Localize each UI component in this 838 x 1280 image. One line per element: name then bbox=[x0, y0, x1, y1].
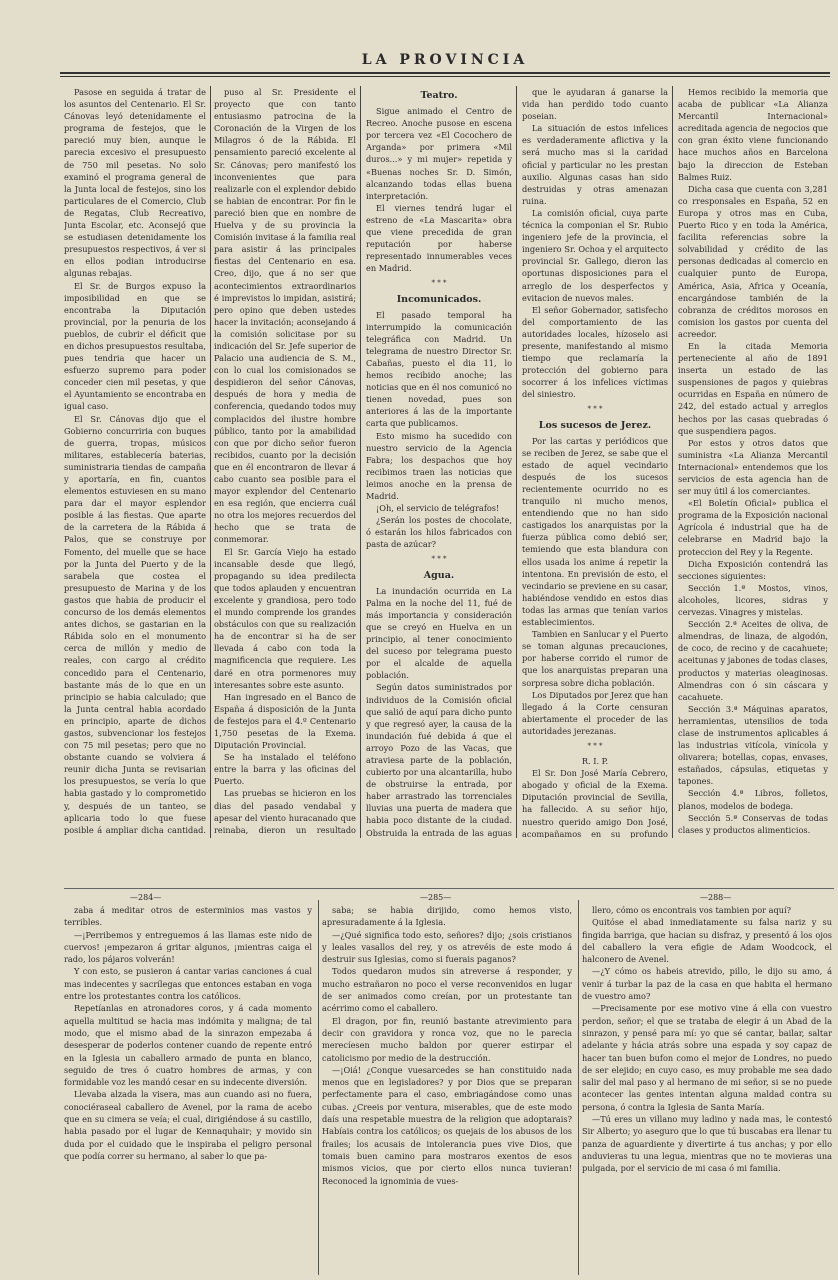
separator-stars: * * * bbox=[431, 555, 447, 564]
paragraph: Sección 2.ª Aceites de oliva, de almendras, de linaza, de algodón, de coco, de recino y de cacahuete; aceitunas y jabones de todas clases, productos y materias oleaginosas. Almendras con ó sin cáscara y cacahuete. bbox=[678, 619, 828, 702]
paragraph: En la citada Memoria perteneciente al año de 1891 inserta un estado de las suspensiones de pagos y quiebras ocurridas en España en número de 242, del estado actual y arreglos hechos por las casas quebradas ó que suspendiera pagos. bbox=[678, 340, 828, 436]
column-5 bbox=[678, 86, 828, 838]
paragraph: Por estos y otros datos que suministra «La Alianza Mercantil Internacional» entendemos que los servicios de esta agencia han de ser muy útil á los comerciantes. bbox=[678, 437, 828, 497]
column-divider bbox=[578, 900, 579, 1275]
paragraph: que le ayudaran á ganarse la vida han perdido todo cuanto poseian. bbox=[522, 87, 668, 122]
paragraph: Sección 5.ª Conservas de todas clases y productos alimenticios. bbox=[678, 812, 828, 835]
column-1 bbox=[64, 86, 206, 838]
serial-page-288 bbox=[582, 904, 832, 1274]
paragraph: Dicha casa que cuenta con 3,281 co rresponsales en España, 52 en Europa y otros mas en Cuba, Puerto Rico y en toda la América, facilita referencias sobre la solvabilidad y crédito de las personas dedicadas al comercio en cualquier punto de Europa, América, Asia, Africa y Oceanía, encargándose también de la cobranza de créditos morosos en comision los gastos por cuenta del acreedor. bbox=[678, 183, 828, 339]
heading-incomunicados: Incomunicados. bbox=[396, 293, 482, 305]
paragraph: Tambien en Sanlucar y el Puerto se toman algunas precauciones, por haberse corrido el rumor de que los anarquistas preparan una sorpresa sobre dicha población. bbox=[522, 629, 668, 688]
column-divider bbox=[318, 900, 319, 1275]
heading-teatro: Teatro. bbox=[420, 90, 458, 101]
paragraph: El señor Gobernador, satisfecho del comportamiento de las autoridades locales, hízoselo asi presente, manifestando al mismo tiempo que reclamaría la protección del gobierno para socorrer á los infelices víctimas del siniestro. bbox=[522, 304, 668, 400]
paragraph: Sección 1.ª Mostos, vinos, alcoholes, licores, sidras y cervezas. Vinagres y mistelas. bbox=[678, 582, 828, 618]
column-divider bbox=[210, 86, 211, 838]
paragraph: La comisión oficial, cuya parte técnica la componian el Sr. Rubio ingeniero jefe de la provincia, el ingeniero Sr. Ochoa y el arquitecto provincial Sr. Gallego, dieron las oportunas disposiciones para el arreglo de los desperfectos y evitacion de nuevos males. bbox=[522, 207, 668, 303]
separator-stars: * * * bbox=[587, 741, 603, 750]
paragraph: Sigue animado el Centro de Recreo. Anoche pusose en escena por tercera vez «El Cocochero de Arganda» por primera «Mil duros...» y mi mujer» repetida y «Buenas noches Sr. D. Simón, alcanzando todas ellas buena interpretación. bbox=[366, 106, 512, 201]
column-divider bbox=[516, 86, 517, 838]
column-divider bbox=[360, 86, 361, 838]
paragraph: El Sr. Cánovas dijo que el Gobierno concurriria con buques de guerra, tropas, músicos militares, establecería baterias, suministraria tiendas de campaña y aportaría, en fin, cuantos elementos estuviesen en su mano para dar el mayor esplendor posible á las fiestas. Que aparte de la carretera de la Rábida á Palos, que se construye por Fomento, del muelle que se hace por la Junta del Puerto y de la sarabela que costea el presupuesto de Marina y de los gastos que habia de producir el concurso de los demás elementos antes dichos, se gastarian en la Rábida solo en el monumento cerca de millón y medio de reales, con cargo al crédito concedido para el Centenario, bastante más de lo que en un principio se habia calculado; que la Junta central habia acordado en principio, aparte de dichos gastos, subvencionar los festejos con 75 mil pesetas; pero que no obstante cuando se volviera á reunir dicha Junta se revisarian los presupuestos, se vería lo que habia gastado y lo comprometido y, después de un tanteo, se aplicaria todo lo que fuese posible á ampliar dicha cantidad. bbox=[64, 413, 206, 835]
paragraph: «El Boletín Oficial» publica el programa de la Exposición nacional Agrícola é industrial que ha de celebrarse en Madrid bajo la proteccion del Rey y la Regente. bbox=[678, 498, 828, 557]
paragraph: puso al Sr. Presidente el proyecto que con tanto entusiasmo patrocina de la Coronación de la Virgen de los Milagros ó de la Rábida. El pensamiento pareció excelente al Sr. Cánovas; pero manifestó los inconvenientes que para realizarle con el explendor debido se habian de encontrar. Por fin le pareció bien que en nombre de Huelva y de su provincia la Comisión invitase á la familia real para asistir á las principales fiestas del Centenario en esa. Creo, dijo, que á no ser que acontecimientos extraordinarios é imprevistos lo impidan, asistirá; pero opino que deben ustedes hacer la invitación; aconsejando á la comisión solicitase por su indicación del Sr. Jefe superior de Palacio una audiencia de S. M., con lo cual los comisionados se despidieron del señor Cánovas, después de hora y media de conferencia, quedando todos muy complacidos del ilustre hombre público, tanto por la amabilidad con que por dicho señor fueron recibidos, cuanto por la decisión que en él encontraron de llevar á cabo cuanto sea posible para el mayor explendor del Centenario en esa región, que encierra cuál no otra los mejores recuerdos del hecho que se trata de conmemorar. bbox=[214, 87, 356, 545]
paragraph: ¡Oh, el servicio de telégrafos! bbox=[376, 503, 500, 514]
paragraph: Las pruebas se hicieron en los dias del pasado vendabal y apesar del viento huracanado que reinaba, dieron un resultado bbox=[214, 788, 356, 835]
section-divider bbox=[64, 888, 834, 889]
paragraph: Dicha Exposición contendrá las secciones siguientes: bbox=[678, 558, 828, 581]
heading-agua: Agua. bbox=[423, 569, 455, 581]
paragraph: Quitóse el abad inmediatamente su falsa nariz y su fingida barriga, que hacian su disfraz, y presentó á los ojos del caballero la vera efigie de Adam Woodcock, el halconero de Avenel. bbox=[582, 917, 832, 965]
paragraph: El Sr. García Viejo ha estado incansable desde que llegó, propagando su idea predilecta que todos aplauden y encuentran excelente y grandiosa, pero todo el mundo comprende los grandes obstáculos con que su realización ha de encontrar si ha de ser llevada á cabo con toda la magnificencia que requiere. Les daré en otra pormenores muy interesantes sobre este asunto. bbox=[214, 546, 356, 690]
serial-page-285 bbox=[322, 904, 572, 1274]
paragraph: llero, cómo os encontrais vos tambien por aquí? bbox=[592, 905, 792, 915]
column-divider bbox=[672, 86, 673, 838]
rip-heading: R. I. P. bbox=[581, 756, 609, 767]
masthead: LA PROVINCIA bbox=[361, 52, 529, 68]
paragraph: —¿Qué significa todo esto, señores? dijo; ¿sois cristianos y leales vasallos del rey, y os atrevéis de este modo á destruir sus Iglesias, como si fuerais paganos? bbox=[322, 929, 572, 965]
paragraph: —Tú eres un villano muy ladino y nada mas, le contestó Sir Alberto; yo aseguro que lo que tú buscabas era llenar tu panza de aguardiente y divertirte á tus anchas; y por ello anduvieras tu una legua, mientras que no te movieras una pulgada, por el servicio de mi casa ó mi familia. bbox=[582, 1114, 832, 1174]
paragraph: —¡Oiá! ¿Conque vuesarcedes se han constituido nada menos que en legisladores? y por Dios que se preparan perfectamente para el caso, embriagándose como unas cubas. ¿Creeis por ventura, miserables, que de este modo daís una respetable muestra de la religion que adoptarais? Habíais contra los católicos; os quejais de los abusos de los frailes; los acusais de intolerancia pues vive Dios, que tomais buen camino para mostraros exentos de esos mismos vicios, que por cierto ellos nunca tuvieran! Reconoced la ignominia de vues- bbox=[322, 1064, 572, 1186]
paragraph: —Precisamente por ese motivo vine á ella con vuestro perdon, señor; el que se trataba de elegir á un Abad de la sinrazon, y pensé para mí: yo que sé cantar, bailar, saltar adelante y hácia atrás sobre una espada y soy capaz de hacer tan buen bufon como el mejor de Londres, no puedo de ser elejido; en cuyo caso, es muy probable me sea dado salir del mal paso y al hermano de mi señor, si se no puede acontecer las gentes intentan alguna maldad contra su persona, ó contra la Iglesia de Santa María. bbox=[582, 1003, 832, 1112]
paragraph: Llevaba alzada la visera, mas aun cuando asi no fuera, conociéraseal caballero de Avenel, por la rama de acebo que en su cimera se veía; el cual, dirigiéndose á su castillo, habia pasado por el lugar de Kennaquhair; y movido sin duda por el cuidado que le inspiraba el peligro personal que podía correr su hermano, al saber lo que pa- bbox=[64, 1089, 312, 1161]
paragraph: Según datos suministrados por individuos de la Comisión oficial que salió de aquí para dicho punto y que regresó ayer, la causa de la inundación fué debida á que el arroyo Pozo de las Vacas, que atraviesa parte de la población, cubierto por una alcantarilla, hubo de obstruirse la entrada, por haber arrastrado las torrenciales lluvias una puerta de madera que habia poco distante de la ciudad. Obstruida la entrada de las aguas bbox=[366, 682, 512, 838]
separator-stars: * * * bbox=[587, 405, 603, 414]
paragraph: Sección 4.ª Libros, folletos, planos, modelos de bodega. bbox=[678, 788, 828, 811]
paragraph: Se ha instalado el teléfono entre la barra y las oficinas del Puerto. bbox=[214, 752, 356, 787]
paragraph: Todos quedaron mudos sin atreverse á responder, y mucho estrañaron no poco el verse reconvenidos en lugar de ser animados como creían, por un protestante tan acérrimo como el caballero. bbox=[322, 966, 572, 1014]
page-number-288: —288— bbox=[700, 893, 732, 902]
paragraph: saba; se habia dirijido, como hemos visto, apresuradamente á la Iglesia. bbox=[322, 905, 572, 928]
rip-text: El Sr. Don José María Cebrero, abogado y oficial de la Exema. Diputación provincial de Sevilla, ha fallecido. A su señor hijo, nuestro querido amigo Don José, acompañamos en su profundo bbox=[522, 768, 668, 838]
paragraph: Han ingresado en el Banco de España á disposición de la Junta de festejos para el 4.º Centenario 1,750 pesetas de la Exema. Diputación Provincial. bbox=[214, 691, 356, 751]
paragraph bbox=[678, 836, 828, 838]
paragraph: El dragon, por fin, reunió bastante atrevimiento para decir con gravidora y ronca voz, que no le parecia merecíesen mucho baldon por querer estirpar el catolicismo por medio de la destrucción. bbox=[322, 1015, 572, 1063]
heading-jerez: Los sucesos de Jerez. bbox=[538, 419, 652, 431]
masthead-rule-thin bbox=[60, 76, 830, 77]
paragraph: El pasado temporal ha interrumpido la comunicación telegráfica con Madrid. Un telegrama de nuestro Director Sr. Cabañas, puesto el dia 11, lo hemos recibido anoche; las noticias que en él nos comunicó no tienen novedad, pues son anteriores á las de la importante carta que publicamos. bbox=[366, 309, 512, 429]
paragraph: —¿Y cómo os habeis atrevido, pillo, le dijo su amo, á venir á turbar la paz de la casa en que habita el hermano de vuestro amo? bbox=[582, 966, 832, 1002]
column-4 bbox=[522, 86, 668, 838]
paragraph: El viernes tendrá lugar el estreno de «La Mascarita» obra que viene precedida de gran reputación por haberse representado innumerables veces en Madrid. bbox=[366, 202, 512, 274]
paragraph: ¿Serán los postes de chocolate, ó estarán los hilos fabricados con pasta de azúcar? bbox=[366, 515, 512, 550]
page-number-285: —285— bbox=[420, 893, 452, 902]
paragraph: Pasose en seguida á tratar de los asuntos del Centenario. El Sr. Cánovas leyó detenidamente el programa de festejos, que le pareció muy bien, aunque le parecia excesivo el presupuesto de 750 mil pesetas. No solo examinó el programa general de la Junta local de festejos, sino los particulares de el Comercio, Club de Regatas, Club Recreativo, Junta Escolar, etc. Aconsejó que se estudiasen detenidamente los presupuestos respectivos, á ver si en ellos podian introducirse algunas rebajas. bbox=[64, 87, 206, 279]
separator-stars: * * * bbox=[431, 279, 447, 288]
paragraph: Sección 3.ª Máquinas aparatos, herramientas, utensilios de toda clase de instrumentos aplicables á las industrias vitícola, vinícola y olivarera; botellas, copas, envases, estañados, cápsulas, etiquetas y tapones. bbox=[678, 703, 828, 787]
column-3 bbox=[366, 86, 512, 838]
column-2 bbox=[214, 86, 356, 838]
paragraph: Por las cartas y periódicos que se reciben de Jerez, se sabe que el estado de aquel vecindario después de los sucesos recientemente ocurrido no es tranquilo ni mucho menos, entendiendo que no han sido castigados los anarquistas por la fuerza pública como debió ser, temiendo que esta blandura con ellos usada los anime á repetir la intentona. En previsión de esto, el vecindario se previene en su casar, habiéndose vendido en estos dias todas las armas que tenían varios establecimientos. bbox=[522, 435, 668, 628]
serial-page-284 bbox=[64, 904, 312, 1274]
paragraph: Hemos recibido la memoria que acaba de publicar «La Alianza Mercantil Internacional» acreditada agencia de negocios que con gran éxito viene funcionando hace muchos años en Barcelona bajo la direccion de Esteban Balmes Ruiz. bbox=[678, 87, 828, 182]
paragraph: El Sr. de Burgos expuso la imposibilidad en que se encontraba la Diputación provincial, por la penuria de los pueblos, de cubrir el déficit que en dichos presupuestos resultaba, pues tendria que hacer un esfuerzo supremo para poder conceder cien mil pesetas, y que el Ayuntamiento se encontraba en igual caso. bbox=[64, 280, 206, 412]
page-number-284: —284— bbox=[130, 893, 162, 902]
paragraph: zaba á meditar otros de esterminios mas vastos y terribles. bbox=[64, 905, 312, 928]
paragraph: —¡Perribemos y entreguemos á las llamas este nido de cuervos! ¡empezaron á gritar algunos, ¡mientras caiga el rado, los pájaros volverán! bbox=[64, 929, 312, 965]
paragraph: Repetíanlas en atronadores coros, y á cada momento aquella multitud se hacia mas indómita y maligna; de tal modo, que el mismo abad de la sinrazon empezaba á desesperar de poderlos contener cuando de repente entró en la Iglesia un caballero armado de punta en blanco, seguido de tres ó cuatro hombres de armas, y con formidable voz les mandó cesar en su indecente diversión. bbox=[64, 1003, 312, 1088]
paragraph: Y con esto, se pusieron á cantar varias canciones á cual mas indecentes y sacrílegas que entonces estaban en voga entre los protestantes contra los católicos. bbox=[64, 966, 312, 1002]
paragraph: La situación de estos infelices es verdaderamente aflictiva y la será mucho mas si la caridad oficial y particular no les prestan auxilio. Algunas casas han sido destruidas y otras amenazan ruina. bbox=[522, 123, 668, 206]
paragraph: La inundación ocurrida en La Palma en la noche del 11, fué de más importancia y consideración que se creyó en Huelva en un principio, al tener conocimiento del suceso por telegrama puesto por el alcalde de aquella población. bbox=[366, 585, 512, 681]
paragraph: Esto mismo ha sucedido con nuestro servicio de la Agencia Fabra; los despachos que hoy recibimos traen las noticias que leimos anoche en la prensa de Madrid. bbox=[366, 430, 512, 501]
paragraph: Los Diputados por Jerez que han llegado á la Corte censuran abiertamente el proceder de las autoridades jerezanas. bbox=[522, 689, 668, 736]
masthead-rule bbox=[60, 72, 830, 74]
